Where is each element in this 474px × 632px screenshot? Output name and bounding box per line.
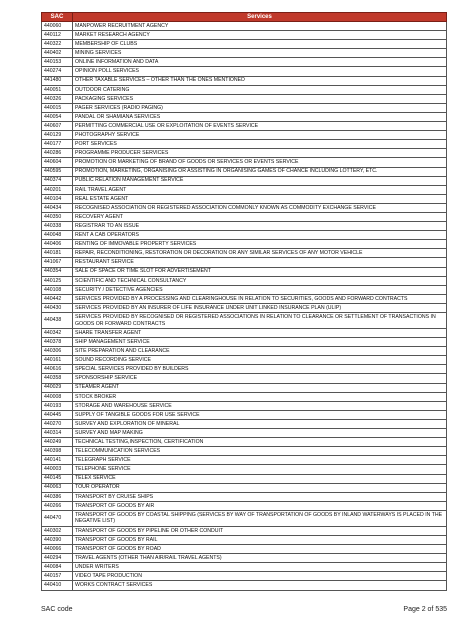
service-cell: ONLINE INFORMATION AND DATA [73,58,447,67]
service-cell: SHARE TRANSFER AGENT [73,329,447,338]
footer-label: SAC code [41,606,73,613]
sac-code-cell: 440350 [42,212,73,221]
table-row [42,401,447,410]
sac-code-cell: 440003 [42,465,73,474]
sac-code-cell: 440274 [42,67,73,76]
table-row [42,140,447,149]
service-cell: TRAVEL AGENTS (OTHER THAN AIR/RAIL TRAVEL AGENTS) [73,554,447,563]
table-row [42,240,447,249]
service-cell: SALE OF SPACE OR TIME SLOT FOR ADVERTISEMENT [73,267,447,276]
sac-code-cell: 440141 [42,456,73,465]
service-cell: PUBLIC RELATION MANAGEMENT SERVICE [73,176,447,185]
sac-code-cell: 440430 [42,303,73,312]
sac-code-cell: 440358 [42,374,73,383]
service-cell: TRANSPORT OF GOODS BY ROAD [73,545,447,554]
service-cell: REGISTRAR TO AN ISSUE [73,222,447,231]
sac-code-cell: 441067 [42,258,73,267]
sac-code-cell: 440048 [42,231,73,240]
table-row [42,501,447,510]
table-row [42,258,447,267]
table-row [42,429,447,438]
sac-code-cell: 440595 [42,167,73,176]
sac-code-cell: 440193 [42,401,73,410]
service-cell: SPECIAL SERVICES PROVIDED BY BUILDERS [73,365,447,374]
sac-code-cell: 440008 [42,392,73,401]
table-row [42,347,447,356]
sac-code-cell: 440145 [42,474,73,483]
table-row [42,167,447,176]
service-cell: SUPPLY OF TANGIBLE GOODS FOR USE SERVICE [73,410,447,419]
sac-code-cell: 440398 [42,447,73,456]
service-cell: RESTAURANT SERVICE [73,258,447,267]
service-cell: RENT A CAB OPERATORS [73,231,447,240]
table-row [42,76,447,85]
table-row [42,356,447,365]
service-cell: VIDEO TAPE PRODUCTION [73,572,447,581]
table-row [42,285,447,294]
sac-code-cell: 440084 [42,563,73,572]
sac-code-cell: 440410 [42,581,73,590]
service-cell: TRANSPORT OF GOODS BY RAIL [73,535,447,544]
service-cell: SCIENTIFIC AND TECHNICAL CONSULTANCY [73,276,447,285]
sac-code-cell: 440314 [42,429,73,438]
sac-code-cell: 440342 [42,329,73,338]
sac-code-cell: 440390 [42,535,73,544]
sac-code-cell: 440051 [42,85,73,94]
table-row [42,303,447,312]
sac-code-cell: 440054 [42,112,73,121]
sac-code-cell: 440177 [42,140,73,149]
service-cell: SOUND RECORDING SERVICE [73,356,447,365]
table-row [42,49,447,58]
sac-code-cell: 440616 [42,365,73,374]
sac-code-cell: 440378 [42,338,73,347]
service-cell: TELEPHONE SERVICE [73,465,447,474]
sac-code-cell: 440112 [42,31,73,40]
sac-code-cell: 440029 [42,383,73,392]
table-row [42,176,447,185]
table-row [42,456,447,465]
service-cell: SECURITY / DETECTIVE AGENCIES [73,285,447,294]
sac-code-cell: 440302 [42,526,73,535]
sac-code-cell: 440201 [42,185,73,194]
table-row [42,31,447,40]
sac-code-cell: 440604 [42,158,73,167]
table-row [42,276,447,285]
sac-code-cell: 440470 [42,510,73,526]
sac-code-cell: 440294 [42,554,73,563]
service-cell: STORAGE AND WAREHOUSE SERVICE [73,401,447,410]
services-column-header: Services [73,13,447,22]
service-cell: OPINION POLL SERVICES [73,67,447,76]
table-body [42,22,447,591]
table-row [42,365,447,374]
service-cell: RECOGNISED ASSOCIATION OR REGISTERED ASSOCIATION COMMONLY KNOWN AS COMMODITY EXCHANGE SERVICE [73,203,447,212]
sac-code-cell: 440249 [42,438,73,447]
header-row [42,13,447,22]
table-row [42,112,447,121]
sac-code-cell: 440445 [42,410,73,419]
sac-code-cell: 440354 [42,267,73,276]
table-row [42,22,447,31]
service-cell: TRANSPORT OF GOODS BY COASTAL SHIPPING (SERVICES BY WAY OF TRANSPORTATION OF GOODS BY INLAND WATERWAYS IS PLACED IN THE NEGATIVE LIST) [73,510,447,526]
service-cell: UNDER WRITERS [73,563,447,572]
service-cell: PERMITTING COMMERCIAL USE OR EXPLOITATION OF EVENTS SERVICE [73,122,447,131]
table-row [42,313,447,329]
service-cell: PACKAGING SERVICES [73,94,447,103]
service-cell: STOCK BROKER [73,392,447,401]
service-cell: SERVICES PROVIDED BY A PROCESSING AND CLEARINGHOUSE IN RELATION TO SECURITIES, GOODS AND FORWARD CONTRACTS [73,294,447,303]
sac-code-cell: 440181 [42,249,73,258]
table-row [42,572,447,581]
service-cell: OUTDOOR CATERING [73,85,447,94]
table-row [42,149,447,158]
sac-code-cell: 440442 [42,294,73,303]
service-cell: REPAIR, RECONDITIONING, RESTORATION OR DECORATION OR ANY SIMILAR SERVICES OF ANY MOTOR VEHICLE [73,249,447,258]
sac-code-cell: 440402 [42,49,73,58]
service-cell: TRANSPORT BY CRUISE SHIPS [73,492,447,501]
table-row [42,103,447,112]
service-cell: PROGRAMME PRODUCER SERVICES [73,149,447,158]
service-cell: PAGER SERVICES (RADIO PAGING) [73,103,447,112]
sac-code-cell: 440161 [42,356,73,365]
service-cell: RENTING OF IMMOVABLE PROPERTY SERVICES [73,240,447,249]
table-row [42,67,447,76]
sac-code-cell: 440438 [42,313,73,329]
service-cell: SURVEY AND MAP MAKING [73,429,447,438]
table-row [42,535,447,544]
service-cell: OTHER TAXABLE SERVICES – OTHER THAN THE ONES MENTIONED [73,76,447,85]
service-cell: MARKET RESEARCH AGENCY [73,31,447,40]
sac-code-cell: 440015 [42,103,73,112]
service-cell: SURVEY AND EXPLORATION OF MINERAL [73,419,447,428]
sac-code-cell: 440066 [42,545,73,554]
table-row [42,158,447,167]
service-cell: PHOTOGRAPHY SERVICE [73,131,447,140]
table-row [42,510,447,526]
table-row [42,231,447,240]
table-row [42,94,447,103]
service-cell: PROMOTION OR MARKETING OF BRAND OF GOODS OR SERVICES OR EVENTS SERVICE [73,158,447,167]
sac-code-cell: 440104 [42,194,73,203]
service-cell: PROMOTION, MARKETING, ORGANISING OR ASSISTING IN ORGANISING GAMES OF CHANCE INCLUDING LOTTERY, ETC. [73,167,447,176]
sac-code-cell: 440406 [42,240,73,249]
service-cell: WORKS CONTRACT SERVICES [73,581,447,590]
table-row [42,438,447,447]
table-row [42,392,447,401]
table-row [42,465,447,474]
table-row [42,40,447,49]
service-cell: SERVICES PROVIDED BY RECOGNISED OR REGISTERED ASSOCIATIONS IN RELATION TO CLEARANCE OR SETTLEMENT OF TRANSACTIONS IN GOODS OR FORWARD CONTRACTS [73,313,447,329]
table-row [42,212,447,221]
service-cell: MINING SERVICES [73,49,447,58]
sac-code-cell: 440063 [42,483,73,492]
service-cell: PANDAL OR SHAMIANA SERVICES [73,112,447,121]
sac-code-cell: 440129 [42,131,73,140]
table-row [42,267,447,276]
sac-code-cell: 440060 [42,22,73,31]
service-cell: RAIL TRAVEL AGENT [73,185,447,194]
sac-code-cell: 440306 [42,347,73,356]
page-number: Page 2 of 535 [403,606,447,613]
service-cell: SHIP MANAGEMENT SERVICE [73,338,447,347]
service-cell: TRANSPORT OF GOODS BY AIR [73,501,447,510]
sac-code-cell: 440374 [42,176,73,185]
table-row [42,329,447,338]
table-row [42,563,447,572]
service-cell: TRANSPORT OF GOODS BY PIPELINE OR OTHER CONDUIT [73,526,447,535]
table-row [42,194,447,203]
sac-code-cell: 440326 [42,94,73,103]
sac-code-cell: 440270 [42,419,73,428]
table-row [42,410,447,419]
table-row [42,419,447,428]
service-cell: TOUR OPERATOR [73,483,447,492]
table-row [42,374,447,383]
table-row [42,383,447,392]
service-cell: SPONSORSHIP SERVICE [73,374,447,383]
service-cell: REAL ESTATE AGENT [73,194,447,203]
table-row [42,545,447,554]
table-row [42,483,447,492]
sac-table [41,12,447,591]
service-cell: TELECOMMUNICATION SERVICES [73,447,447,456]
service-cell: MANPOWER RECRUITMENT AGENCY [73,22,447,31]
table-row [42,58,447,67]
table-row [42,554,447,563]
sac-code-cell: 440125 [42,276,73,285]
service-cell: PORT SERVICES [73,140,447,149]
table-row [42,581,447,590]
table-header [42,13,447,22]
service-cell: RECOVERY AGENT [73,212,447,221]
sac-code-cell: 440338 [42,222,73,231]
service-cell: TELEGRAPH SERVICE [73,456,447,465]
sac-code-cell: 440607 [42,122,73,131]
sac-code-cell: 440157 [42,572,73,581]
sac-code-cell: 440386 [42,492,73,501]
table-row [42,294,447,303]
sac-code-cell: 440108 [42,285,73,294]
table-row [42,131,447,140]
table-row [42,249,447,258]
service-cell: SITE PREPARATION AND CLEARANCE [73,347,447,356]
sac-code-cell: 440434 [42,203,73,212]
table-row [42,338,447,347]
table-row [42,474,447,483]
table-row [42,85,447,94]
service-cell: TELEX SERVICE [73,474,447,483]
sac-code-cell: 440153 [42,58,73,67]
table-row [42,185,447,194]
table-row [42,447,447,456]
service-cell: STEAMER AGENT [73,383,447,392]
sac-code-cell: 440286 [42,149,73,158]
sac-column-header: SAC [42,13,73,22]
table-row [42,222,447,231]
table-row [42,203,447,212]
sac-code-cell: 441480 [42,76,73,85]
sac-code-cell: 440266 [42,501,73,510]
table-row [42,492,447,501]
table-row [42,122,447,131]
table-row [42,526,447,535]
service-cell: MEMBERSHIP OF CLUBS [73,40,447,49]
sac-code-cell: 440322 [42,40,73,49]
service-cell: TECHNICAL TESTING,INSPECTION, CERTIFICATION [73,438,447,447]
service-cell: SERVICES PROVIDED BY AN INSURER OF LIFE INSURANCE UNDER UNIT LINKED INSURANCE PLAN (ULIP) [73,303,447,312]
